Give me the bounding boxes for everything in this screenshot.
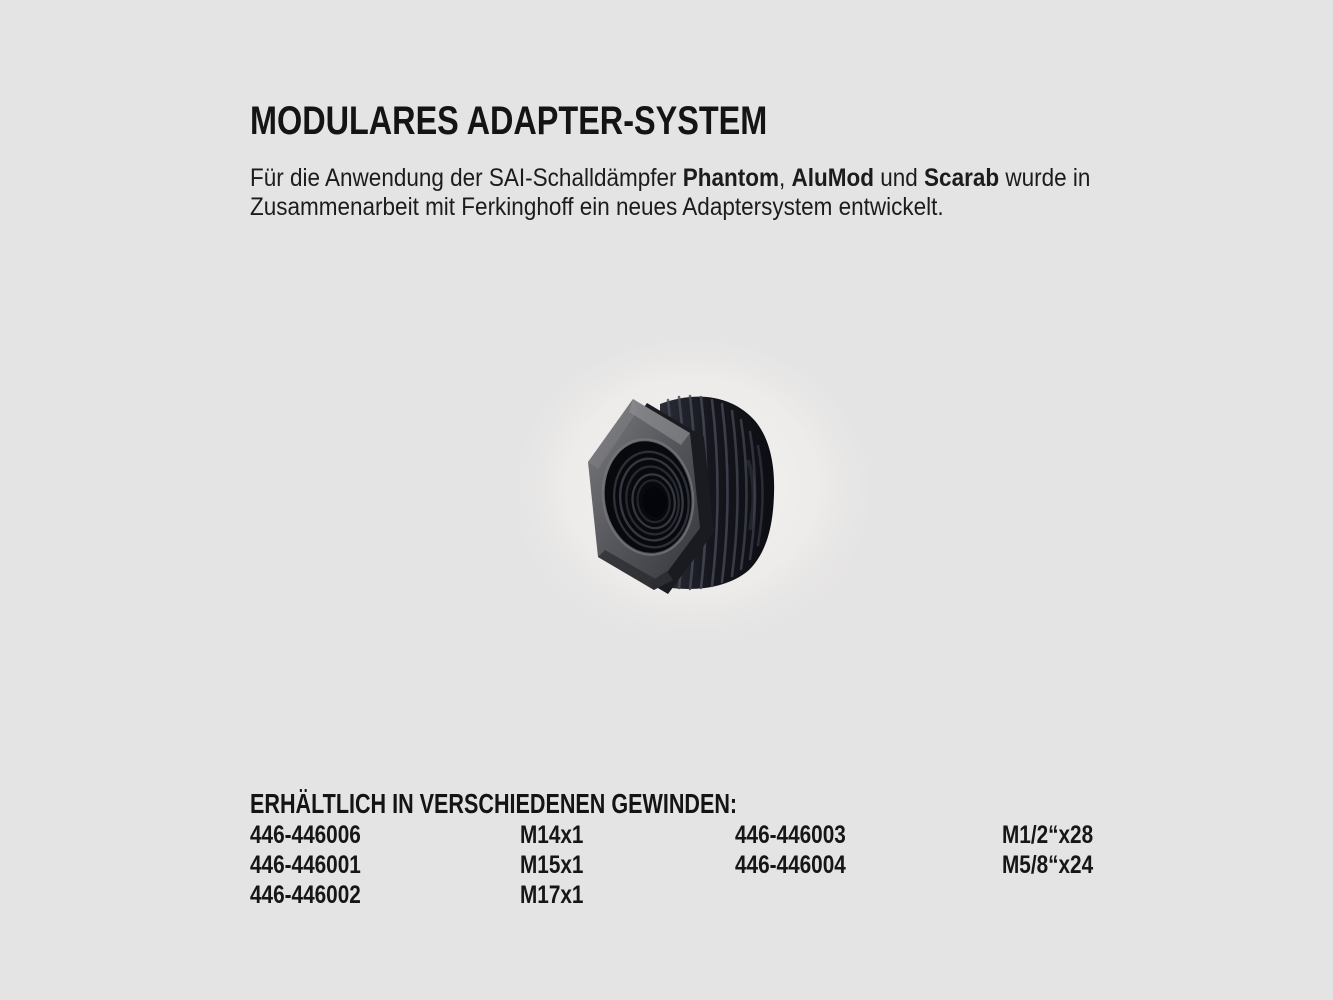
threads-table — [250, 820, 1293, 910]
intro-text — [250, 164, 1090, 221]
thread-size-cell: M17x1 — [520, 881, 584, 909]
article-number-cell: 446-446004 — [735, 851, 846, 879]
threads-heading-text: ERHÄLTLICH IN VERSCHIEDENEN GEWINDEN: — [250, 788, 738, 820]
thread-size-cell: M15x1 — [520, 851, 584, 879]
thread-size-cell: M5/8“x24 — [1002, 851, 1094, 879]
product-name: Scarab — [924, 164, 1000, 192]
thread-adapter-illustration — [520, 340, 880, 650]
intro-text-segment: und — [873, 164, 925, 192]
thread-size-cell: M1/2“x28 — [1002, 821, 1094, 849]
intro-text-segment: wurde in Zusammenarbeit mit Ferkinghoff ein neues Adaptersystem entwickelt. — [250, 164, 1091, 221]
page-title — [250, 98, 889, 143]
article-number-cell: 446-446002 — [250, 881, 361, 909]
table-row — [250, 850, 1293, 880]
thread-size-cell: M14x1 — [520, 821, 584, 849]
product-image — [520, 340, 880, 650]
page-title-text: MODULARES ADAPTER-SYSTEM — [250, 98, 768, 143]
intro-paragraph — [250, 164, 1132, 222]
article-number-cell: 446-446001 — [250, 851, 361, 879]
intro-text-segment: , — [779, 164, 792, 192]
thread-size-cell — [1002, 880, 1244, 910]
intro-text-segment: Für die Anwendung der SAI-Schalldämpfer — [250, 164, 683, 192]
product-name: Phantom — [682, 164, 780, 192]
threads-heading — [250, 789, 883, 820]
product-name: AluMod — [791, 164, 874, 192]
article-number-cell: 446-446003 — [735, 821, 846, 849]
article-number-cell — [735, 880, 957, 910]
table-row — [250, 880, 1293, 910]
table-row — [250, 820, 1293, 850]
article-number-cell: 446-446006 — [250, 821, 361, 849]
